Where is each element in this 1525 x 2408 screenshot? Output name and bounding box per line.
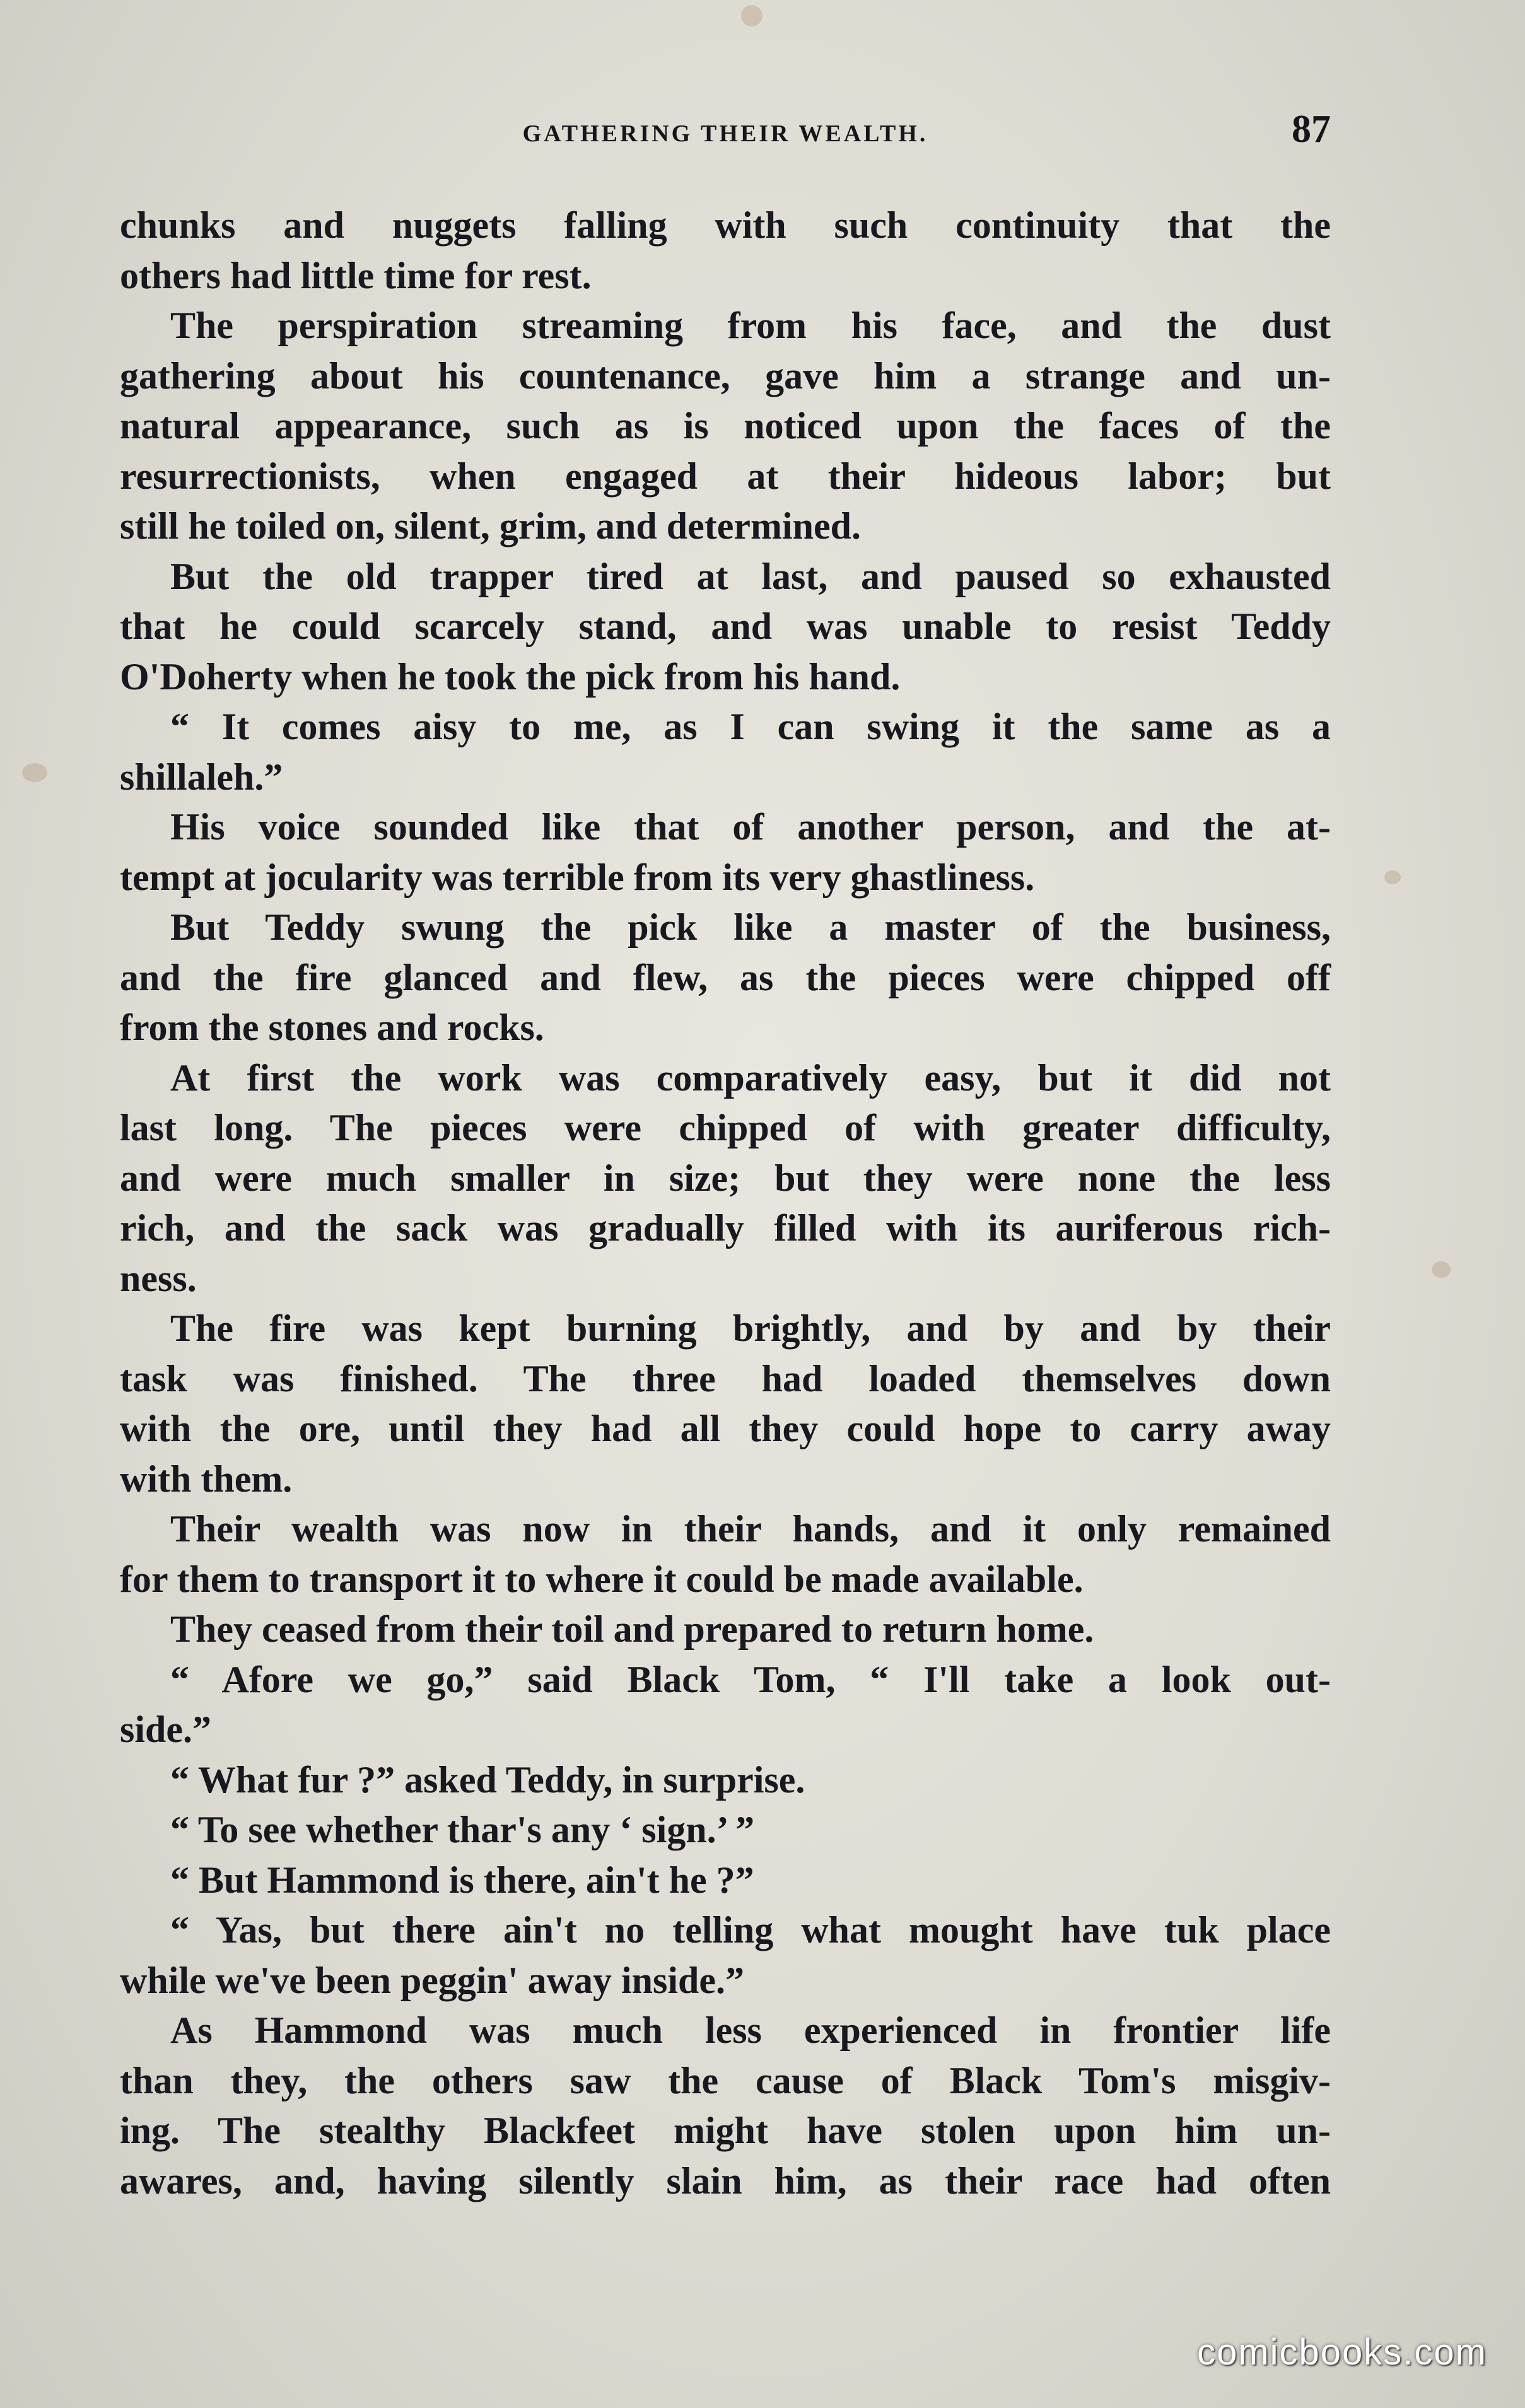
paper-stain: [1432, 1261, 1451, 1278]
page-header: [120, 107, 1331, 164]
text-line: from the stones and rocks.: [120, 1007, 544, 1048]
running-head: GATHERING THEIR WEALTH.: [522, 120, 928, 147]
text-line: with them.: [120, 1458, 293, 1500]
page-number: 87: [1292, 108, 1331, 151]
text-line: others had little time for rest.: [120, 254, 592, 296]
text-line: that he could scarcely stand, and was unable to resist Teddy: [120, 605, 1331, 647]
text-line: The perspiration streaming from his face, and the dust: [170, 305, 1331, 346]
text-line: “ It comes aisy to me, as I can swing it the same as a: [170, 706, 1331, 747]
text-line: “ What fur ?” asked Teddy, in surprise.: [170, 1758, 805, 1801]
text-line: chunks and nuggets falling with such continuity that the: [120, 204, 1331, 246]
text-line: natural appearance, such as is noticed upon the faces of the: [120, 405, 1331, 447]
text-line: awares, and, having silently slain him, as their race had often: [120, 2160, 1331, 2202]
text-line: His voice sounded like that of another person, and the at-: [170, 806, 1331, 848]
text-line: But the old trapper tired at last, and paused so exhausted: [170, 555, 1331, 597]
text-line: than they, the others saw the cause of Black Tom's misgiv-: [120, 2059, 1331, 2101]
paper-stain: [1384, 870, 1401, 884]
text-line: The fire was kept burning brightly, and by and by their: [170, 1307, 1331, 1349]
text-line: tempt at jocularity was terrible from its very ghastliness.: [120, 856, 1035, 898]
text-line: ing. The stealthy Blackfeet might have stolen upon him un-: [120, 2110, 1331, 2151]
text-line: Their wealth was now in their hands, and it only remained: [170, 1508, 1331, 1550]
paper-stain: [741, 5, 762, 26]
text-line: and were much smaller in size; but they were none the less: [120, 1157, 1331, 1199]
text-line: still he toiled on, silent, grim, and determined.: [120, 505, 861, 547]
text-line: “ To see whether thar's any ‘ sign.’ ”: [170, 1809, 755, 1850]
text-line: rich, and the sack was gradually filled with its auriferous rich-: [120, 1207, 1331, 1249]
text-line: and the fire glanced and flew, as the pieces were chipped off: [120, 956, 1331, 998]
text-line: with the ore, until they had all they could hope to carry away: [120, 1408, 1331, 1449]
text-line: ness.: [120, 1257, 197, 1299]
text-line: “ Afore we go,” said Black Tom, “ I'll take a look out-: [170, 1658, 1331, 1700]
text-line: But Teddy swung the pick like a master of the business,: [170, 906, 1331, 948]
text-line: gathering about his countenance, gave him a strange and un-: [120, 354, 1331, 397]
text-line: resurrectionists, when engaged at their hideous labor; but: [120, 455, 1331, 497]
text-line: shillaleh.”: [120, 756, 283, 798]
text-line: O'Doherty when he took the pick from his hand.: [120, 655, 901, 698]
paper-stain: [22, 763, 47, 782]
text-line: “ Yas, but there ain't no telling what mought have tuk place: [170, 1909, 1331, 1951]
text-line: for them to transport it to where it could be made available.: [120, 1558, 1084, 1600]
text-line: while we've been peggin' away inside.”: [120, 1959, 745, 2001]
text-line: last long. The pieces were chipped of with greater difficulty,: [120, 1107, 1331, 1148]
text-line: They ceased from their toil and prepared to return home.: [170, 1608, 1094, 1650]
text-line: As Hammond was much less experienced in frontier life: [170, 2009, 1331, 2051]
text-line: side.”: [120, 1709, 212, 1750]
text-line: “ But Hammond is there, ain't he ?”: [170, 1859, 754, 1901]
watermark: comicbooks.com: [1197, 2332, 1487, 2373]
text-line: task was finished. The three had loaded themselves down: [120, 1357, 1331, 1400]
body-text: [120, 201, 1331, 2206]
text-line: At first the work was comparatively easy, but it did not: [170, 1056, 1331, 1099]
